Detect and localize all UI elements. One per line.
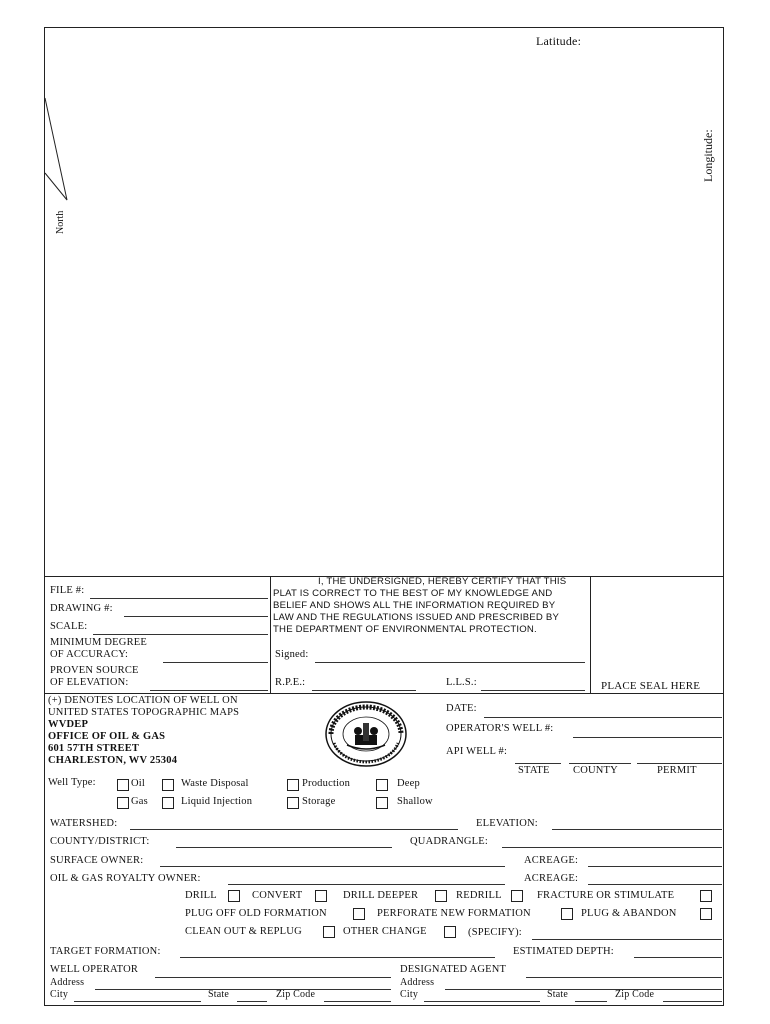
liquid-injection-label: Liquid Injection (181, 796, 253, 807)
rpe-label: R.P.E.: (275, 677, 306, 688)
city-left-field[interactable] (74, 1001, 201, 1002)
agency-address-2: CHARLESTON, WV 25304 (48, 755, 178, 766)
zip-left-label: Zip Code (276, 989, 316, 1000)
drill-checkbox[interactable] (228, 890, 240, 902)
elevation-field[interactable] (552, 829, 722, 830)
designated-agent-field[interactable] (526, 977, 722, 978)
specify-field[interactable] (532, 939, 722, 940)
oil-checkbox[interactable] (117, 779, 129, 791)
cert-right-divider (590, 576, 591, 693)
redrill-label: REDRILL (456, 890, 502, 901)
address-left-field[interactable] (95, 989, 391, 990)
api-state-label: STATE (518, 765, 550, 776)
north-label: North (55, 210, 66, 234)
zip-right-label: Zip Code (615, 989, 655, 1000)
scale-label: SCALE: (50, 621, 88, 632)
certify-line-2: PLAT IS CORRECT TO THE BEST OF MY KNOWLEDGE AND (273, 588, 553, 599)
plug-off-checkbox[interactable] (353, 908, 365, 920)
watershed-field[interactable] (130, 829, 458, 830)
clean-out-checkbox[interactable] (323, 926, 335, 938)
elevation-label: ELEVATION: (476, 818, 538, 829)
plug-abandon-checkbox[interactable] (700, 908, 712, 920)
other-change-checkbox[interactable] (444, 926, 456, 938)
agency-name-2: OFFICE OF OIL & GAS (48, 731, 166, 742)
production-label: Production (302, 778, 351, 789)
cert-bottom-divider (44, 693, 724, 694)
file-label: FILE #: (50, 585, 85, 596)
city-right-field[interactable] (424, 1001, 540, 1002)
signed-label: Signed: (275, 649, 309, 660)
elevation-source-label: OF ELEVATION: (50, 677, 129, 688)
state-left-label: State (208, 989, 229, 1000)
fracture-checkbox[interactable] (700, 890, 712, 902)
address-right-label: Address (400, 977, 435, 988)
drill-deeper-label: DRILL DEEPER (343, 890, 419, 901)
north-arrow-icon (44, 95, 74, 205)
drawing-field[interactable] (124, 616, 268, 617)
state-right-field[interactable] (575, 1001, 607, 1002)
quadrangle-label: QUADRANGLE: (410, 836, 489, 847)
watershed-label: WATERSHED: (50, 818, 118, 829)
signature-field[interactable] (315, 662, 585, 663)
gas-label: Gas (131, 796, 148, 807)
redrill-checkbox[interactable] (511, 890, 523, 902)
surface-owner-label: SURFACE OWNER: (50, 855, 144, 866)
state-seal-icon (325, 701, 407, 767)
accuracy-label: OF ACCURACY: (50, 649, 129, 660)
place-seal-label: PLACE SEAL HERE (601, 680, 701, 692)
acreage-1-field[interactable] (588, 866, 722, 867)
state-left-field[interactable] (237, 1001, 267, 1002)
perforate-checkbox[interactable] (561, 908, 573, 920)
operators-well-label: OPERATOR'S WELL #: (446, 723, 554, 734)
denotes-line-1: (+) DENOTES LOCATION OF WELL ON (48, 695, 238, 706)
city-right-label: City (400, 989, 419, 1000)
estimated-depth-field[interactable] (634, 957, 722, 958)
designated-agent-label: DESIGNATED AGENT (400, 964, 507, 975)
date-label: DATE: (446, 703, 477, 714)
zip-left-field[interactable] (324, 1001, 391, 1002)
form-frame (44, 27, 724, 1006)
api-well-label: API WELL #: (446, 746, 508, 757)
acreage-1-label: ACREAGE: (524, 855, 579, 866)
royalty-owner-label: OIL & GAS ROYALTY OWNER: (50, 873, 201, 884)
address-left-label: Address (50, 977, 85, 988)
target-formation-label: TARGET FORMATION: (50, 946, 161, 957)
scale-field[interactable] (93, 634, 268, 635)
perforate-label: PERFORATE NEW FORMATION (377, 908, 531, 919)
convert-checkbox[interactable] (315, 890, 327, 902)
api-state-field[interactable] (515, 763, 561, 764)
convert-label: CONVERT (252, 890, 303, 901)
drill-deeper-checkbox[interactable] (435, 890, 447, 902)
county-district-label: COUNTY/DISTRICT: (50, 836, 150, 847)
file-field[interactable] (90, 598, 268, 599)
accuracy-field[interactable] (163, 662, 268, 663)
agency-address-1: 601 57TH STREET (48, 743, 140, 754)
county-district-field[interactable] (176, 847, 392, 848)
well-operator-field[interactable] (155, 977, 391, 978)
plug-off-label: PLUG OFF OLD FORMATION (185, 908, 327, 919)
drawing-label: DRAWING #: (50, 603, 113, 614)
liquid-injection-checkbox[interactable] (162, 797, 174, 809)
acreage-2-label: ACREAGE: (524, 873, 579, 884)
deep-label: Deep (397, 778, 420, 789)
zip-right-field[interactable] (663, 1001, 722, 1002)
elevation-source-field[interactable] (150, 690, 268, 691)
certify-line-1: I, THE UNDERSIGNED, HEREBY CERTIFY THAT THIS (318, 576, 567, 587)
deep-checkbox[interactable] (376, 779, 388, 791)
lls-label: L.L.S.: (446, 677, 477, 688)
oil-label: Oil (131, 778, 146, 789)
other-change-label: OTHER CHANGE (343, 926, 427, 937)
longitude-label: Longitude: (701, 129, 715, 182)
waste-disposal-label: Waste Disposal (181, 778, 249, 789)
api-permit-field[interactable] (637, 763, 722, 764)
storage-checkbox[interactable] (287, 797, 299, 809)
api-permit-label: PERMIT (657, 765, 697, 776)
gas-checkbox[interactable] (117, 797, 129, 809)
shallow-checkbox[interactable] (376, 797, 388, 809)
shallow-label: Shallow (397, 796, 433, 807)
drill-label: DRILL (185, 890, 217, 901)
plug-abandon-label: PLUG & ABANDON (581, 908, 677, 919)
api-county-field[interactable] (569, 763, 631, 764)
fracture-label: FRACTURE OR STIMULATE (537, 890, 675, 901)
royalty-owner-field[interactable] (228, 884, 505, 885)
certify-line-4: LAW AND THE REGULATIONS ISSUED AND PRESCRIBED BY (273, 612, 560, 623)
certify-line-3: BELIEF AND SHOWS ALL THE INFORMATION REQUIRED BY (273, 600, 556, 611)
rpe-field[interactable] (312, 690, 416, 691)
acreage-2-field[interactable] (588, 884, 722, 885)
quadrangle-field[interactable] (502, 847, 722, 848)
well-operator-label: WELL OPERATOR (50, 964, 139, 975)
api-county-label: COUNTY (573, 765, 618, 776)
estimated-depth-label: ESTIMATED DEPTH: (513, 946, 614, 957)
proven-source-label: PROVEN SOURCE (50, 665, 139, 676)
specify-label: (SPECIFY): (468, 927, 522, 938)
address-right-field[interactable] (445, 989, 722, 990)
agency-name-1: WVDEP (48, 719, 89, 730)
latitude-label: Latitude: (536, 34, 582, 48)
waste-disposal-checkbox[interactable] (162, 779, 174, 791)
lls-field[interactable] (481, 690, 585, 691)
operators-well-field[interactable] (573, 737, 722, 738)
surface-owner-field[interactable] (160, 866, 505, 867)
state-right-label: State (547, 989, 568, 1000)
date-field[interactable] (484, 717, 722, 718)
storage-label: Storage (302, 796, 336, 807)
target-formation-field[interactable] (180, 957, 495, 958)
denotes-line-2: UNITED STATES TOPOGRAPHIC MAPS (48, 707, 240, 718)
production-checkbox[interactable] (287, 779, 299, 791)
city-left-label: City (50, 989, 69, 1000)
min-degree-label: MINIMUM DEGREE (50, 637, 148, 648)
well-type-label: Well Type: (48, 777, 96, 788)
clean-out-label: CLEAN OUT & REPLUG (185, 926, 302, 937)
certify-line-5: THE DEPARTMENT OF ENVIRONMENTAL PROTECTION. (273, 624, 537, 635)
cert-left-divider (270, 576, 271, 693)
